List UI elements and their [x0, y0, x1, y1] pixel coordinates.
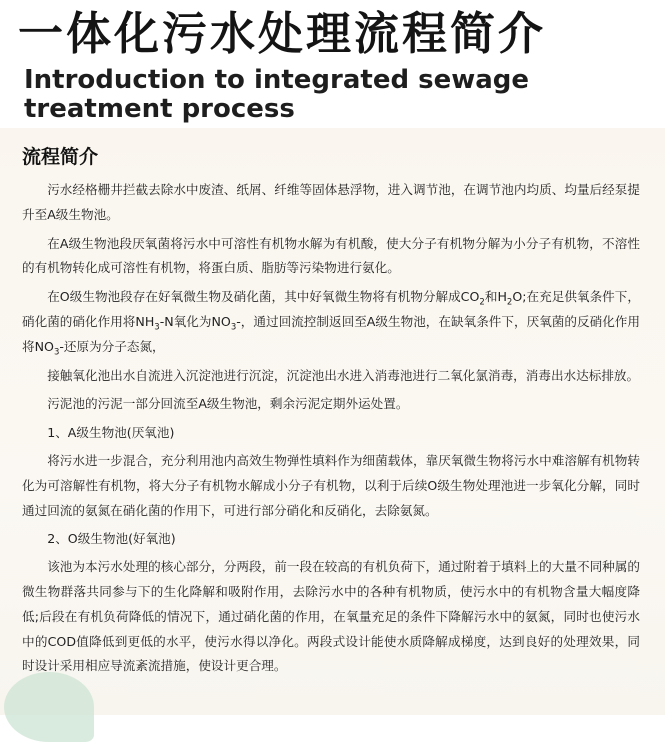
- header: [0, 0, 665, 128]
- paragraph-1: 污水经格栅井拦截去除水中废渣、纸屑、纤维等固体悬浮物，进入调节池，在调节池内均质、均量后经泵提升至A级生物池。: [22, 182, 640, 222]
- p3-text-c: O;在充足供氧条件下，硝化菌的硝化作用将NH: [22, 289, 640, 329]
- p3-sub-3: 3: [154, 322, 160, 333]
- p3-text-a: 在O级生物池段存在好氧微生物及硝化菌，其中好氧微生物将有机物分解成CO: [47, 289, 480, 305]
- paragraph-6: 将污水进一步混合，充分利用池内高效生物弹性填料作为细菌载体，靠厌氧微生物将污水中难溶解有机物转化为可溶解性有机物，将大分子有机物水解成小分子有机物，以利于后续O级生物处理池进一步氧化分解，同时通过回流的氨氮在硝化菌的作用下，可进行部分硝化和反硝化，去除氨氮。: [22, 452, 640, 518]
- paragraph-4: 接触氧化池出水自流进入沉淀池进行沉淀，沉淀池出水进入消毒池进行二氧化氯消毒，消毒出水达标排放。: [47, 367, 640, 383]
- p3-sub-2: 2: [506, 297, 513, 308]
- title-english: Introduction to integrated sewage treatment process: [24, 65, 530, 124]
- p3-text-e: -，通过回流控制返回至A级生物池，在缺氧条件下，厌氧菌的反硝化作用将NO: [22, 313, 640, 354]
- paragraph-7: 该池为本污水处理的核心部分，分两段，前一段在较高的有机负荷下，通过附着于填料上的大量不同种属的微生物群落共同参与下的生化降解和吸附作用，去除污水中的各种有机物质，使污水中的有机物含量大幅度降低;后段在有机负荷降低的情况下，通过硝化菌的作用，在氧量充足的条件下降解污水中的氨氮，同时也使污水中的COD值降低到更低的水平，使污水得以净化。两段式设计能使水质降解成梯度，达到良好的处理效果，同时设计采用相应导流紊流措施，使设计更合理。: [22, 559, 640, 674]
- p3-text-b: 和H: [484, 289, 507, 305]
- subheading-o-tank: 2、O级生物池(好氧池): [47, 531, 176, 547]
- content-body: [22, 178, 640, 683]
- section-title: 流程简介: [22, 146, 99, 168]
- p3-sub-1: 2: [479, 297, 485, 308]
- subheading-a-tank: 1、A级生物池(厌氧池): [47, 425, 175, 441]
- p3-text-d: -N氧化为NO: [159, 313, 231, 329]
- p3-sub-5: 3: [53, 347, 60, 358]
- title-chinese: 一体化污水处理流程简介: [18, 7, 547, 60]
- paragraph-5: 污泥池的污泥一部分回流至A级生物池，剩余污泥定期外运处置。: [47, 396, 409, 412]
- paragraph-2: 在A级生物池段厌氧菌将污水中可溶性有机物水解为有机酸，使大分子有机物分解为小分子有机物，不溶性的有机物转化成可溶性有机物，将蛋白质、脂肪等污染物进行氨化。: [22, 235, 640, 276]
- p3-sub-4: 3: [230, 322, 237, 333]
- paragraph-3: [22, 285, 640, 359]
- p3-text-f: -还原为分子态氮，: [59, 338, 165, 354]
